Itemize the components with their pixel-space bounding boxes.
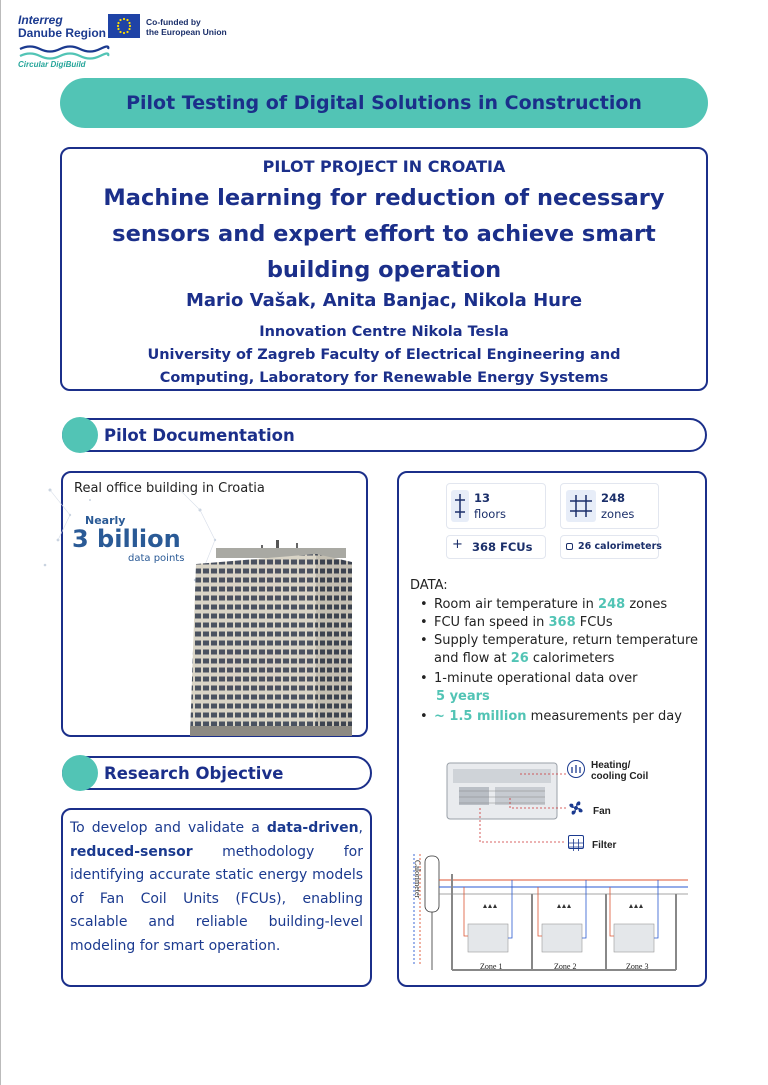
- interreg-word: Interreg: [18, 13, 63, 27]
- institution-line-2: University of Zagreb Faculty of Electrical Engineering and: [147, 347, 621, 363]
- calorimeter-label: Calorimeter: [413, 860, 422, 899]
- filter-label: Filter: [592, 840, 617, 851]
- section-dot-icon: [62, 755, 98, 791]
- danube-region-word: Danube Region: [18, 26, 107, 40]
- data-item-2: • FCU fan speed in 368 FCUs: [420, 614, 700, 632]
- main-title-line-1: Machine learning for reduction of necessary: [103, 185, 665, 211]
- zone-1-label: Zone 1: [480, 962, 503, 971]
- section-pilot-documentation: [62, 418, 707, 452]
- data-item-3: • Supply temperature, return temperature and flow at 26 calorimeters: [420, 632, 700, 668]
- data-item-1: • Room air temperature in 248 zones: [420, 596, 700, 614]
- heating-coil-icon: [567, 760, 585, 778]
- main-title: [78, 180, 690, 288]
- main-title-line-3: building operation: [266, 257, 502, 283]
- data-item-5: • ~ 1.5 million measurements per day: [420, 708, 700, 726]
- section-research-objective: [62, 756, 372, 790]
- office-building-image: [186, 540, 356, 736]
- page-edge: [0, 0, 1, 1085]
- zones-grid-icon: [566, 490, 596, 522]
- waves-logo-icon: [18, 44, 110, 60]
- fcus-count: 368 FCUs: [472, 540, 533, 554]
- project-name: Circular DigiBuild: [18, 60, 86, 69]
- data-list: [420, 596, 700, 726]
- fan-icon: [566, 798, 586, 822]
- title-box: [60, 147, 708, 391]
- eu-cofunded-text: [146, 17, 227, 37]
- heating-coil-label: Heating/ cooling Coil: [591, 760, 649, 782]
- floors-count: 13: [474, 491, 491, 505]
- zone-2-label: Zone 2: [554, 962, 577, 971]
- data-heading: DATA:: [410, 578, 448, 593]
- zone-3-label: Zone 3: [626, 962, 649, 971]
- zones-label: zones: [601, 507, 635, 521]
- floors-icon: [451, 490, 469, 522]
- authors: Mario Vašak, Anita Banjac, Nikola Hure: [185, 290, 583, 311]
- zones-count: 248: [601, 491, 626, 505]
- calorimeters-count: 26 calorimeters: [578, 541, 662, 552]
- title-banner: [60, 78, 708, 128]
- section-dot-icon: [62, 417, 98, 453]
- eu-line-2: the European Union: [146, 27, 227, 37]
- interreg-logo: [18, 14, 106, 40]
- plus-icon: +: [452, 537, 463, 552]
- objective-text: To develop and validate a data-driven, reduced-sensor methodology for identifying accurate static energy models of Fan Coil Units (FCUs), enabling scalable and reliable building-level modeling for smart operation.: [70, 820, 363, 954]
- zones-schematic-image: [408, 846, 692, 974]
- main-title-line-2: sensors and expert effort to achieve smart: [112, 221, 656, 247]
- eu-line-1: Co-funded by: [146, 17, 201, 27]
- calorimeter-square-icon: [566, 543, 573, 550]
- institutions: [62, 321, 706, 390]
- section-title-documentation: Pilot Documentation: [104, 425, 295, 445]
- section-title-objective: Research Objective: [104, 763, 284, 783]
- fcu-leader-lines: [470, 768, 570, 848]
- institution-line-1: Innovation Centre Nikola Tesla: [259, 324, 509, 340]
- banner-title: Pilot Testing of Digital Solutions in Construction: [126, 92, 642, 114]
- institution-line-3: Computing, Laboratory for Renewable Energy Systems: [159, 370, 609, 386]
- pilot-kicker: PILOT PROJECT IN CROATIA: [262, 157, 506, 176]
- building-caption: Real office building in Croatia: [74, 481, 265, 496]
- nearly-label: Nearly: [85, 514, 126, 527]
- data-points-label: data points: [128, 553, 185, 564]
- billion-value: 3 billion: [72, 525, 181, 553]
- floors-label: floors: [474, 507, 507, 521]
- eu-flag-icon: [108, 14, 140, 38]
- fan-label: Fan: [593, 806, 611, 817]
- data-item-4: • 1-minute operational data over 5 years: [420, 670, 700, 706]
